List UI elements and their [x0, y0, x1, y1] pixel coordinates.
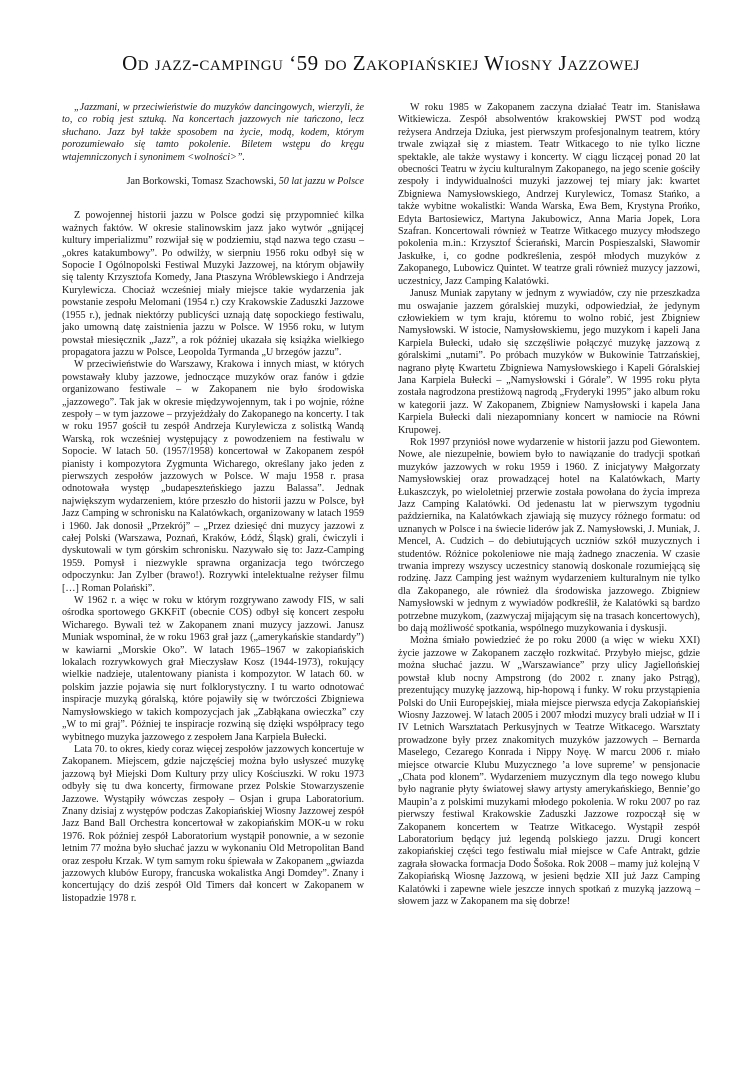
- paragraph: Z powojennej historii jazzu w Polsce godzi się przypomnieć kilka ważnych faktów. W okresie stalinowskim jazz jako wytwór „gnijącej kultury imperializmu” rozwijał się w podziemiu, stąd nazwa tego czasu – „okres katakumbowy”. Po odwilży, w sierpniu 1956 roku odbył się w Sopocie I Ogólnopolski Festiwal Muzyki Jazzowej, na którym objawiły się talenty Krzysztofa Komedy, Jana Ptaszyna Wróblewskiego i Andrzeja Kurylewicza. Chociaż wcześniej miały miejsce takie wydarzenia jak powstanie zespołu Melomani (1954 r.) czy Krakowskie Zaduszki Jazzowe (1955 r.), jednak niektórzy publicyści uznają datę sopockiego festiwalu, jako umowną datę zaistnienia jazzu w Polsce. W 1956 roku, w lutym powstał miesięcznik „Jazz”, a rok później ukazała się książka wielkiego propagatora jazzu w Polsce, Leopolda Tyrmanda „U brzegów jazzu”.: [62, 210, 364, 358]
- epigraph-attribution: [62, 176, 364, 188]
- paragraph: W roku 1985 w Zakopanem zaczyna działać Teatr im. Stanisława Witkiewicza. Zespół absolwentów krakowskiej PWST pod wodzą reżysera Andrzeja Dziuka, jest pierwszym profesjonalnym teatrem, który trwale związał się z miastem. Teatr Witkacego to nie tylko liczne spektakle, ale także wystawy i koncerty. W ciągu liczącej ponad 20 lat obecności Teatru w życiu kulturalnym Zakopanego, na jego scenie gościły zespoły i indywidualności muzyki jazzowej tej miary jak: kwartet Zbigniewa Namysłowskiego, Andrzej Kurylewicz, Tomasz Stańko, a także wybitne wokalistki: Wanda Warska, Ewa Bem, Krystyna Prońko, Edyta Bartosiewicz, Martyna Jakubowicz, Anna Maria Jopek, Lora Szafran. Koncertowali również w Teatrze Witkacego muzycy młodszego pokolenia m.in.: Krzysztof Ścierański, Marcin Pospieszalski, Sławomir Jaskułke, i, co godne podkreślenia, zespół młodych muzyków z Zakopanego, Lubowicz Quintet. W teatrze grali również muzycy jazzowi, uczestnicy, Jazz Camping Kalatówki.: [398, 102, 700, 287]
- epigraph-quote: „Jazzmani, w przeciwieństwie do muzyków dancingowych, wierzyli, że to, co robią jest sztuką. Na koncertach jazzowych nie tańczono, lecz słuchano. Jazz był także sposobem na życie, modą, kodem, którym porozumiewało się tamto pokolenie. Biletem wstępu do kręgu wtajemniczonych i synonimem <wolności>”.: [62, 102, 364, 163]
- paragraph: Można śmiało powiedzieć że po roku 2000 (a więc w wieku XXI) życie jazzowe w Zakopanem zaczęło rozkwitać. Przybyło miejsc, gdzie można słuchać jazzu. W „Warszawiance” przy ulicy Jagiellońskiej powstał klub nocny Ampstrong (do 2002 r. znany jako Pstrąg), prezentujący muzykę jazzową, hip-hopową i funky. W roku przystąpienia Polski do Unii Europejskiej, miała miejsce pierwsza edycja Zakopiańskiej Wiosny Jazzowej. W latach 2005 i 2007 młodzi muzycy brali udział w II i IV Letnich Warsztatach Perkusyjnych w Teatrze Witkacego. Warsztaty prowadzone były przez znakomitych muzyków jazzowych – Bernarda Maselego, Cezarego Konrada i Nippy Noyę. W marcu 2006 r. miało miejsce otwarcie Klubu Muzycznego ’a love supreme’ w pensjonacie „Chata pod klonem”. Wydarzeniem muzycznym dla tego nowego klubu było nagranie płyty światowej sławy artysty amerykańskiego, Bennie’go Maupin’a z polskimi muzykami młodego pokolenia. W roku 2007 po raz pierwszy festiwal Krakowskie Zaduszki Jazzowe rozpoczął się w Zakopanem koncertem w Teatrze Witkacego. Wystąpił zespół Laboratorium będący już legendą polskiego jazzu. Drugi koncert zakopiańskiej części tego festiwalu miał miejsce w Cafe Antrakt, gdzie zagrała słowacka formacja Dodo Šošoka. Rok 2008 – mamy już kolejną V Zakopiańską Wiosnę Jazzową, w jesieni będzie XII już Jazz Camping Kalatówki i zapewne wiele jeszcze innych spotkań z muzyką jazzową – słowem jazz w Zakopanem ma się dobrze!: [398, 635, 700, 907]
- attribution-book: 50 lat jazzu w Polsce: [278, 176, 364, 188]
- paragraph: W 1962 r. a więc w roku w którym rozgrywano zawody FIS, w sali ośrodka sportowego GKKFiT (obecnie COS) odbył się koncert zespołu Wicharego. Bywali też w Zakopanem znani muzycy jazzowi. Janusz Muniak wspominał, że w roku 1963 grał jazz („amerykańskie standardy”) w kawiarni „Morskie Oko”. W latach 1965–1967 w zakopiańskich lokalach rozrywkowych grał Mieczysław Kosz (1944-1973), rokujący wielkie nadzieje, utalentowany pianista i kompozytor. W latach 60. w polskim jazzie pojawia się nurt folklorystyczny. I tu warto odnotować inspiracje muzyką góralską, które pojawiły się w twórczości Zbigniewa Namysłowskiego w takich kompozycjach jak „Zabłąkana owieczka” czy „W to mi graj”. Później te inspiracje rozwiną się dzięki współpracy tego wybitnego muzyka jazzowego z zespołem Jana Karpiela Bułecki.: [62, 595, 364, 743]
- attribution-authors: Jan Borkowski, Tomasz Szachowski,: [126, 176, 277, 188]
- paragraph: Lata 70. to okres, kiedy coraz więcej zespołów jazzowych koncertuje w Zakopanem. Miejscem, gdzie najczęściej można było usłyszeć muzykę jazzową był Miejski Dom Kultury przy ulicy Kościuszki. W roku 1973 odbyły się tu dwa koncerty, firmowane przez Polskie Stowarzyszenie Jazzowe. Wystąpiły wówczas zespoły – Osjan i grupa Laboratorium. Znany dzisiaj z występów podczas Zakopiańskiej Wiosny Jazzowej zespół Jazz Band Ball Orchestra koncertował w zakopiańskim MOK-u w roku 1976. Rok później zespół Laboratorium wystąpił ponownie, a w sezonie letnim 77 można było słuchać jazzu w wykonaniu Old Metropolitan Band oraz zespołu Krzak. W tym samym roku śpiewała w Zakopanem „gwiazda jazzowych klubów Europy, francuska wokalistka Angi Domdey”. Znany i koncertujący do dziś zespół Old Timers dał koncert w Zakopanem w listopadzie 1978 r.: [62, 743, 364, 904]
- left-column: [62, 102, 364, 908]
- paragraph: Janusz Muniak zapytany w jednym z wywiadów, czy nie przeszkadza mu oswajanie jazzem góralskiej muzyki, odpowiedział, że jedynym człowiekiem w tym kraju, któremu to wolno robić, jest Zbigniew Namysłowski. W istocie, Namysłowskiemu, jego muzykom i kapeli Jana Karpiela Bułecki, udało się szczęśliwie połączyć muzykę jazzową z góralskimi „nutami”. Po próbach muzyków w Bukowinie Tatrzańskiej, nagrano płytę Kwartetu Zbigniewa Namysłowskiego i Kapeli Góralskiej Jana Karpiela Bułecki – „Namysłowski i Górale”. W 1995 roku płyta została nagrodzona prestiżową nagrodą „Fryderyki 1995” jako album roku w kategorii jazz. W Zakopanem, Zbigniew Namysłowski i kapela Jana Karpiela Bułecki dali niezapomniany koncert w namiocie na Równi Krupowej.: [398, 288, 700, 436]
- paragraph: Rok 1997 przyniósł nowe wydarzenie w historii jazzu pod Giewontem. Nowe, ale niezupełnie, bowiem było to nawiązanie do tradycji spotkań muzyków jazzowych w roku 1959 i 1960. Z inicjatywy Małgorzaty Namysłowskiej oraz prowadzącej hotel na Kalatówkach, Marty Łukaszczyk, po wieloletniej przerwie została powołana do życia impreza Jazz Camping Kalatówki. Od jedenastu lat w pierwszym tygodniu października, na Kalatówkach zjawiają się muzycy różnego formatu: od uznanych w Polsce i na świecie liderów jak Z. Namysłowski, J. Muniak, J. Mencel, A. Cudzich – do debiutujących uczniów szkół muzycznych i studentów. Różnice pokoleniowe nie mają żadnego znaczenia. W czasie trwania imprezy wszyscy uczestnicy stanowią doskonale rozumiejącą się rodzinę. Jazz Camping jest ważnym wydarzeniem kulturalnym nie tylko dla Zakopanego, ale również dla środowiska jazzowego. Zbigniew Namysłowski w jednym z wywiadów podkreślił, że Kalatówki są bardzo potrzebne muzykom, (zazwyczaj mijającym się na trasach koncertowych), bo dają możliwość spotkania, wspólnego muzykowania i dyskusji.: [398, 436, 700, 635]
- article-columns: [62, 102, 700, 908]
- article-title: Od jazz-campingu ‘59 do Zakopiańskiej Wiosny Jazzowej: [122, 51, 640, 75]
- right-column: [398, 102, 700, 908]
- paragraph: W przeciwieństwie do Warszawy, Krakowa i innych miast, w których powstawały kluby jazzowe, jednoczące muzyków oraz fanów i gdzie organizowano festiwale – w Zakopanem nie było środowiska „jazzowego”. Tak jak w okresie międzywojennym, tak i po wojnie, różne zespoły – w tym jazzowe – przyjeżdżały do Zakopanego na koncerty. I tak w roku 1957 gościł tu zespół Andrzeja Kurylewicza z solistką Wandą Warską, rok wcześniej występujący z powodzeniem na festiwalu w Sopocie. W latach 50. (1957/1958) koncertował w Zakopanem zespół pianisty i kompozytora Zygmunta Wicharego, określany jako jeden z pierwszych zespołów jazzowych w Polsce. W maju 1958 r. prasa odnotowała występ „budapeszteńskiego jazzu Balassa”. Jednak największym wydarzeniem, które przeszło do historii jazzu w Polsce, był Jazz Camping w schronisku na Kalatówkach, organizowany w latach 1959 i 1960. Jak donosił „Przekrój” – „Przez dziesięć dni muzycy jazzowi z całej Polski (Warszawa, Poznań, Kraków, Łódź, Śląsk) grali, ćwiczyli i dyskutowali w tym górskim schronisku. Nazywało się to: Jazz-Camping 1959. Pomysł i niezwykle sprawna organizacja tego twórczego odpoczynku: Jan Zylber (brawo!). Rozrywki intelektualne reżyser filmu […] Roman Polański”.: [62, 359, 364, 594]
